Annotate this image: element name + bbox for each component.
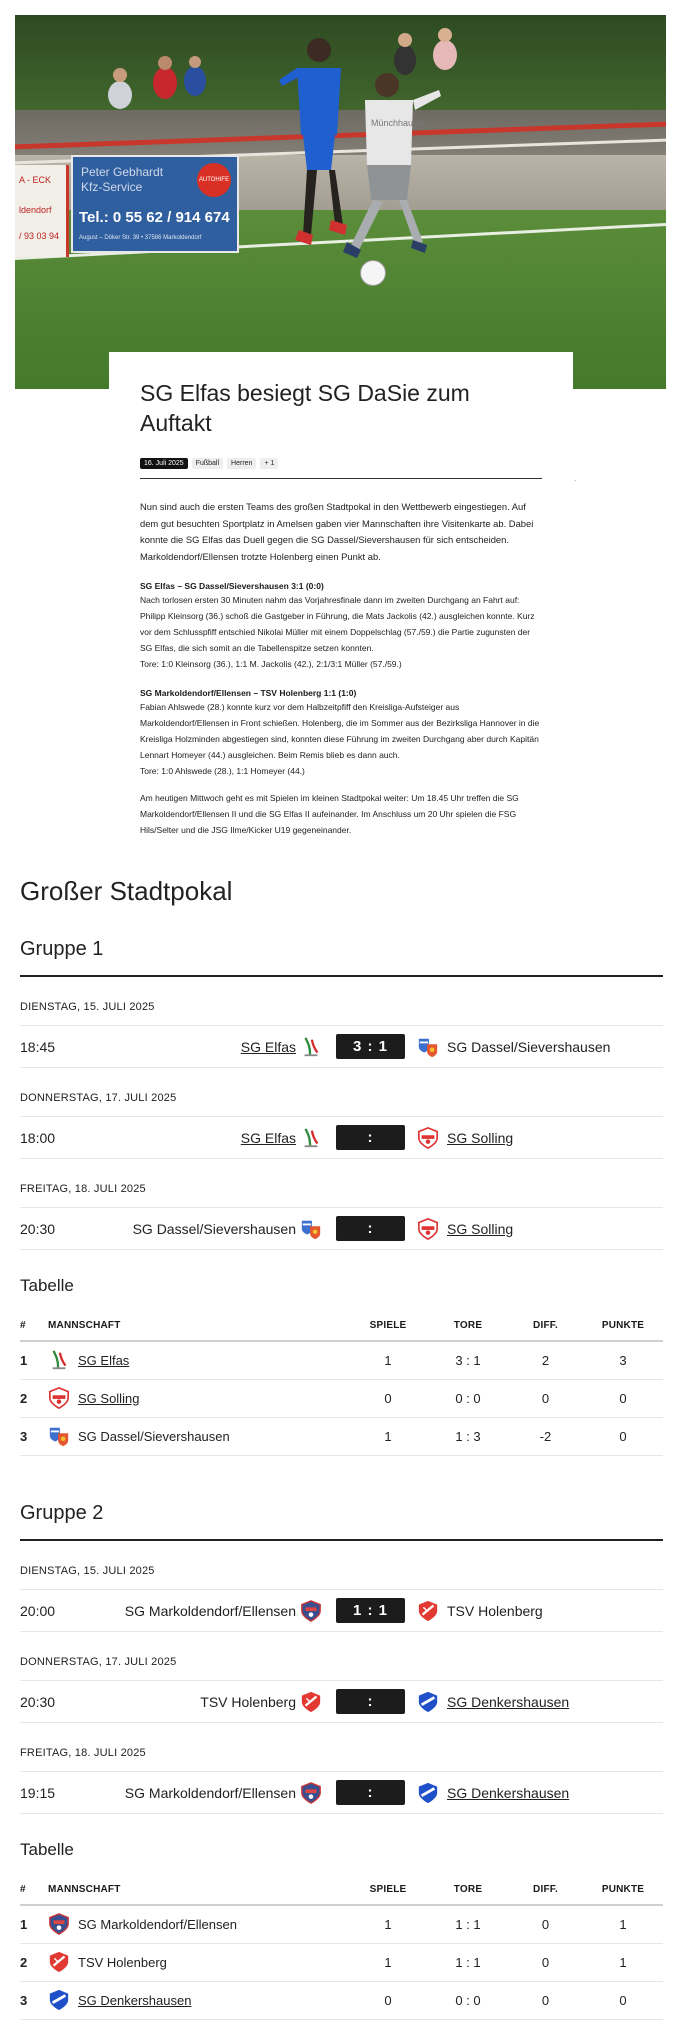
- away-team: TSV Holenberg: [447, 1603, 543, 1619]
- match-row: [20, 1025, 663, 1068]
- match-score[interactable]: :: [336, 1689, 405, 1714]
- group-1: [20, 938, 663, 1456]
- match-row: [20, 1771, 663, 1814]
- game2-text: Fabian Ahlswede (28.) konnte kurz vor dem Halbzeitpfiff den Kreisliga-Aufsteiger aus Markoldendorf/Ellensen in Front schießen. Holenberg, die im Sommer aus der Bezirksliga Hannover in die Kreisliga Holzminden abgestiegen sind, konnten diese Führung im zweiten Durchgang aber durch Kapitän Lennart Homeyer (44.) ausgleichen. Beim Remis blieb es dann auch.: [140, 702, 540, 760]
- table-title: Tabelle: [20, 1840, 74, 1859]
- article-tags: [140, 458, 542, 469]
- col-diff: DIFF.: [508, 1878, 583, 1905]
- sg-dassel-logo-icon: [300, 1218, 322, 1240]
- article-outro: Am heutigen Mittwoch geht es mit Spielen im kleinen Stadtpokal weiter: Um 18.45 Uhr treffen die SG Markoldendorf/Ellensen II und die SG Elfas II aufeinander. Im Anschluss um 20 Uhr spielen die FSG Hils/Selter und die JSG Ilme/Kicker U19 gegeneinander.: [140, 793, 519, 835]
- table-title: Tabelle: [20, 1276, 74, 1295]
- football: [360, 260, 386, 286]
- game1-text: Nach torlosen ersten 30 Minuten nahm das Vorjahresfinale dann im zweiten Durchgang an Fahrt auf: Philipp Kleinsorg (36.) schoß die Gastgeber in Führung, die Mats Jackolis (42.) ausgleichen konnte. Kurz vor dem Schlusspfiff entschied Nikolai Müller mit einem Doppelschlag (57./59.) die Partie zugunsten der SG Elfas, die sich somit an die Tabellenspitze setzen konnten.: [140, 595, 535, 653]
- tournament-title: Großer Stadtpokal: [20, 876, 233, 906]
- ad-service: Kfz-Service: [81, 180, 143, 194]
- col-rank: #: [20, 1878, 48, 1905]
- match-date: DONNERSTAG, 17. JULI 2025: [20, 1656, 177, 1668]
- match-time: 20:00: [20, 1603, 56, 1619]
- points: 0: [583, 1379, 663, 1417]
- rank: 3: [20, 1981, 48, 2019]
- match-row: [20, 1116, 663, 1159]
- ad-address: August – Döker Str. 39 • 37586 Markoldendorf: [79, 235, 202, 241]
- goals: 1 : 1: [428, 1905, 508, 1943]
- table-row: [20, 1943, 663, 1981]
- diff: 0: [508, 1981, 583, 2019]
- goals: 1 : 1: [428, 1943, 508, 1981]
- match-time: 20:30: [20, 1221, 56, 1237]
- rank: 2: [20, 1943, 48, 1981]
- match-score[interactable]: :: [336, 1780, 405, 1805]
- table-header-row: [20, 1314, 663, 1341]
- sg-markoldendorf-logo-icon: [48, 1913, 70, 1935]
- rank: 2: [20, 1379, 48, 1417]
- match-score[interactable]: 3 : 1: [336, 1034, 405, 1059]
- tsv-holenberg-logo-icon: [300, 1691, 322, 1713]
- sg-markoldendorf-logo-icon: [300, 1782, 322, 1804]
- table-row: [20, 1341, 663, 1379]
- table-row: [20, 1981, 663, 2019]
- sg-elfas-logo-icon: [300, 1127, 322, 1149]
- diff: 0: [508, 1379, 583, 1417]
- sg-denkershausen-logo-icon: [417, 1782, 439, 1804]
- ad-name: Peter Gebhardt: [81, 165, 164, 179]
- ad-phone: Tel.: 0 55 62 / 914 674: [79, 209, 230, 226]
- goals: 1 : 3: [428, 1417, 508, 1455]
- home-team-link[interactable]: SG Elfas: [240, 1130, 296, 1146]
- ad-board-kfz: [71, 155, 239, 253]
- games: 1: [348, 1943, 428, 1981]
- game2-heading: SG Markoldendorf/Ellensen – TSV Holenberg 1:1 (1:0): [140, 688, 357, 699]
- sg-markoldendorf-logo-icon: [300, 1600, 322, 1622]
- games: 0: [348, 1379, 428, 1417]
- ad-left-line-3: / 93 03 94: [19, 231, 60, 241]
- player-white: [335, 70, 445, 290]
- away-team-link[interactable]: SG Denkershausen: [447, 1785, 570, 1801]
- meta-dot: .: [574, 474, 577, 483]
- rank: 3: [20, 1417, 48, 1455]
- ad-board-left: [15, 165, 69, 257]
- home-team: TSV Holenberg: [200, 1694, 296, 1710]
- goals: 0 : 0: [428, 1379, 508, 1417]
- col-team: MANNSCHAFT: [48, 1314, 348, 1341]
- match-row: [20, 1207, 663, 1250]
- group-title: Gruppe 1: [20, 938, 663, 977]
- tag-herren[interactable]: Herren: [227, 458, 256, 469]
- home-team: SG Markoldendorf/Ellensen: [124, 1785, 296, 1801]
- team-name: SG Dassel/Sievershausen: [78, 1428, 230, 1444]
- match-row: [20, 1589, 663, 1632]
- home-team: SG Dassel/Sievershausen: [132, 1221, 296, 1237]
- game1-heading: SG Elfas – SG Dassel/Sievershausen 3:1 (0:0): [140, 581, 324, 592]
- team-link[interactable]: SG Elfas: [78, 1352, 130, 1368]
- hero-image: [15, 15, 666, 389]
- diff: 2: [508, 1341, 583, 1379]
- col-goals: TORE: [428, 1314, 508, 1341]
- home-team-link[interactable]: SG Elfas: [240, 1039, 296, 1055]
- table-row: [20, 1379, 663, 1417]
- col-points: PUNKTE: [583, 1878, 663, 1905]
- standings-table: [20, 1314, 663, 1456]
- tsv-holenberg-logo-icon: [48, 1951, 70, 1973]
- article-title: SG Elfas besiegt SG DaSie zum Auftakt: [140, 380, 470, 436]
- sg-dassel-logo-icon: [48, 1425, 70, 1447]
- team-name: SG Markoldendorf/Ellensen: [78, 1916, 237, 1932]
- game1-goals: Tore: 1:0 Kleinsorg (36.), 1:1 M. Jackolis (42.), 2:1/3:1 Müller (57./59.): [140, 658, 402, 669]
- home-team: SG Markoldendorf/Ellensen: [124, 1603, 296, 1619]
- col-diff: DIFF.: [508, 1314, 583, 1341]
- away-team: SG Dassel/Sievershausen: [447, 1039, 611, 1055]
- col-team: MANNSCHAFT: [48, 1878, 348, 1905]
- ad-left-line-1: A - ECK: [19, 175, 52, 185]
- games: 1: [348, 1417, 428, 1455]
- tag-date[interactable]: 16. Juli 2025: [140, 458, 188, 469]
- match-time: 18:00: [20, 1130, 56, 1146]
- col-games: SPIELE: [348, 1878, 428, 1905]
- tsv-holenberg-logo-icon: [417, 1600, 439, 1622]
- games: 1: [348, 1341, 428, 1379]
- table-header-row: [20, 1878, 663, 1905]
- games: 1: [348, 1905, 428, 1943]
- points: 1: [583, 1943, 663, 1981]
- diff: -2: [508, 1417, 583, 1455]
- sg-solling-logo-icon: [417, 1218, 439, 1240]
- match-time: 20:30: [20, 1694, 56, 1710]
- sg-solling-logo-icon: [417, 1127, 439, 1149]
- goals: 3 : 1: [428, 1341, 508, 1379]
- team-name: TSV Holenberg: [78, 1954, 167, 1970]
- col-goals: TORE: [428, 1878, 508, 1905]
- match-score[interactable]: :: [336, 1125, 405, 1150]
- away-team-link[interactable]: SG Solling: [447, 1221, 514, 1237]
- match-date: FREITAG, 18. JULI 2025: [20, 1183, 146, 1195]
- game2-goals: Tore: 1:0 Ahlswede (28.), 1:1 Homeyer (44.): [140, 765, 305, 776]
- rank: 1: [20, 1905, 48, 1943]
- sg-denkershausen-logo-icon: [417, 1691, 439, 1713]
- group-title: Gruppe 2: [20, 1502, 663, 1541]
- col-points: PUNKTE: [583, 1314, 663, 1341]
- sg-elfas-logo-icon: [300, 1036, 322, 1058]
- sg-elfas-logo-icon: [48, 1349, 70, 1371]
- spectators: [95, 55, 295, 145]
- ad-left-line-2: ldendorf: [19, 205, 52, 215]
- match-score[interactable]: :: [336, 1216, 405, 1241]
- team-link[interactable]: SG Denkershausen: [78, 1992, 192, 2008]
- match-time: 18:45: [20, 1039, 56, 1055]
- away-team-link[interactable]: SG Solling: [447, 1130, 514, 1146]
- team-link[interactable]: SG Solling: [78, 1390, 140, 1406]
- article-intro: Nun sind auch die ersten Teams des großen Stadtpokal in den Wettbewerb eingestiegen. Auf dem gut besuchten Sportplatz in Amelsen gaben vier Mannschaften ihre Visitenkarte ab. Dabei konnte die SG Elfas das Duell gegen die SG Dassel/Sievershausen für sich entscheiden. Markoldendorf/Ellensen trotzte Holenberg einen Punkt ab.: [140, 501, 534, 562]
- match-time: 19:15: [20, 1785, 56, 1801]
- diff: 0: [508, 1905, 583, 1943]
- match-score[interactable]: 1 : 1: [336, 1598, 405, 1623]
- match-date: DIENSTAG, 15. JULI 2025: [20, 1001, 155, 1013]
- tag-more[interactable]: + 1: [260, 458, 278, 469]
- away-team-link[interactable]: SG Denkershausen: [447, 1694, 570, 1710]
- points: 3: [583, 1341, 663, 1379]
- games: 0: [348, 1981, 428, 2019]
- table-row: [20, 1905, 663, 1943]
- standings-table: [20, 1878, 663, 2020]
- sg-denkershausen-logo-icon: [48, 1989, 70, 2011]
- group-2: [20, 1502, 663, 2020]
- article: [140, 378, 577, 839]
- sg-dassel-logo-icon: [417, 1036, 439, 1058]
- match-row: [20, 1680, 663, 1723]
- col-rank: #: [20, 1314, 48, 1341]
- match-date: DONNERSTAG, 17. JULI 2025: [20, 1092, 177, 1104]
- meta-divider: [140, 478, 542, 479]
- sg-solling-logo-icon: [48, 1387, 70, 1409]
- shirt-text: Münchhausen: [371, 118, 428, 128]
- table-row: [20, 1417, 663, 1455]
- points: 0: [583, 1417, 663, 1455]
- points: 0: [583, 1981, 663, 2019]
- ad-badge: AUTOHIFE: [197, 163, 231, 197]
- tag-fussball[interactable]: Fußball: [192, 458, 223, 469]
- rank: 1: [20, 1341, 48, 1379]
- goals: 0 : 0: [428, 1981, 508, 2019]
- points: 1: [583, 1905, 663, 1943]
- col-games: SPIELE: [348, 1314, 428, 1341]
- diff: 0: [508, 1943, 583, 1981]
- match-date: DIENSTAG, 15. JULI 2025: [20, 1565, 155, 1577]
- match-date: FREITAG, 18. JULI 2025: [20, 1747, 146, 1759]
